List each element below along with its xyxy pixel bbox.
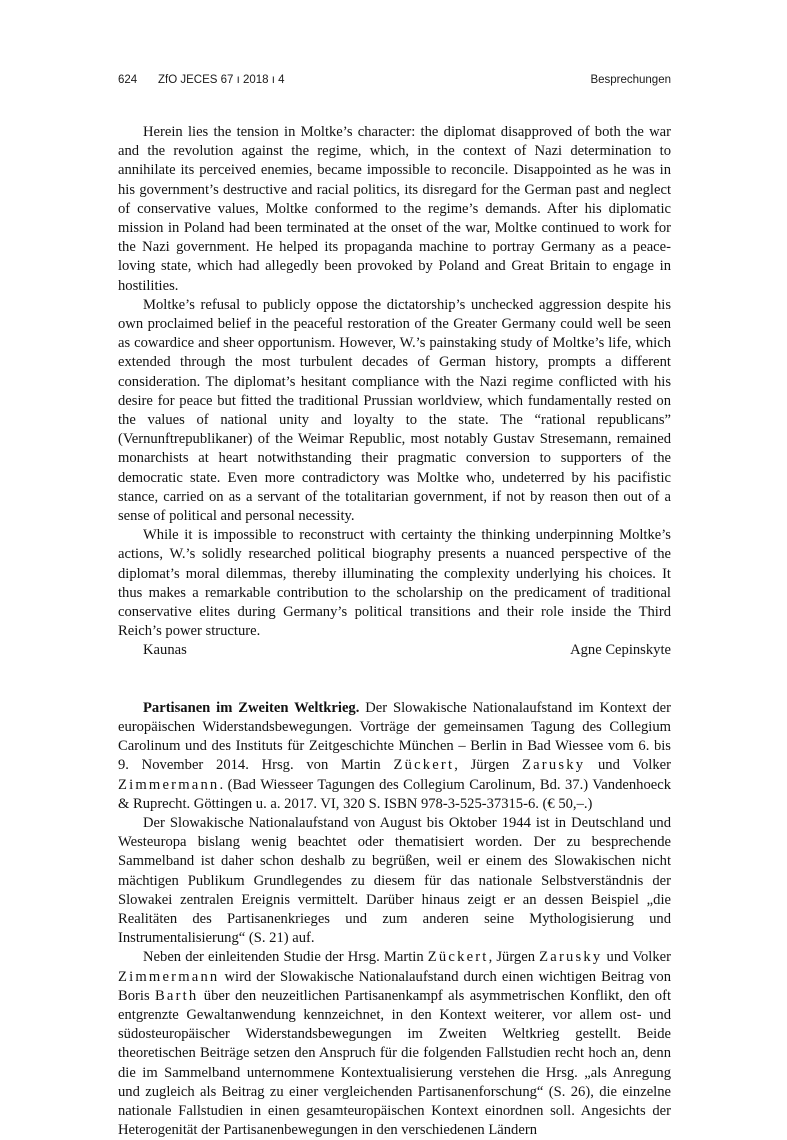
review-citation [118, 699, 671, 814]
citation-text: , Jürgen [454, 757, 523, 774]
author-name: Barth [155, 987, 199, 1004]
reviewer-name: Agne Cepinskyte [570, 642, 671, 659]
review2-paragraph: Der Slowakische Nationalaufstand von August bis Oktober 1944 ist in Deutschland und Westeuropa bislang wenig beachtet oder thematisiert worden. Der zu besprechende Sammelband ist daher schon deshalb zu begrüßen, weil er einem des Slowakischen nicht mächtigen Publikum Grundlegendes zu diesem für das nationale Selbstverständnis der Slowakei zentralen Ereignis vermittelt. Darüber hinaus zeigt er an dessen Beispiel „die Realitäten des Partisanenkrieges und zum anderen seine Mythologisierung und Instrumentalisierung“ (S. 21) auf. [118, 814, 671, 947]
text-run: und Volker [602, 949, 671, 966]
review1-paragraph: While it is impossible to reconstruct with certainty the thinking underpinning Moltke’s actions, W.’s solidly researched political biography presents a nuanced perspective of the diplomat’s moral dilemmas, thereby illuminating the complexity underlying his choices. It thus makes a remarkable contribution to the scholarship on the predicament of traditional conservative elites during Germany’s political transitions and their role inside the Third Reich’s power structure. [118, 527, 671, 640]
text-run: über den neuzeitlichen Partisanenkampf als asymmetrischen Konflikt, den oft entgrenzte Gewaltanwendung kennzeichnet, in den Kontext weiterer, vor allem ost- und südosteuropäischer Widerstandsbewegungen im Zweiten Weltkrieg gestellt. Beide theoretischen Beiträge setzen den Anspruch für die folgenden Fallstudien recht hoch an, denn die im Sammelband unternommene Kontextualisierung verstehen die Hrsg. „als Anregung und zugleich als Beitrag zu einer vergleichenden Partisanenforschung“ (S. 26), die einzelne nationale Fallstudien in einen gesamteuropäischen Kontext einordnen soll. Angesichts der Heterogenität der Partisanenbewegungen in den verschiedenen Ländern [118, 987, 671, 1139]
reviewer-place: Kaunas [143, 642, 187, 659]
citation-text: und Volker [585, 757, 671, 774]
citation-text: Der Slowakische Nationalaufstand im Kontext der europäischen Widerstandsbewegungen. Vorträge der gemeinsamen Tagung des Collegium Carolinum und des Instituts für Zeitgeschichte München – Berlin in Bad Wiessee vom 6. bis 9. November 2014. Hrsg. von Martin [118, 699, 671, 774]
page-number: 624 [118, 74, 138, 86]
text-run: wird der Slowakische Nationalaufstand durch einen wichtigen Beitrag von Boris [118, 968, 671, 1004]
body-text [118, 123, 671, 1140]
citation-text: . (Bad Wiesseer Tagungen des Collegium Carolinum, Bd. 37.) Vandenhoeck & Ruprecht. Göttingen u. a. 2017. VI, 320 S. ISBN 978-3-525-37315-6. (€ 50,–.) [118, 776, 671, 812]
review-signature [118, 641, 671, 660]
author-name: Zückert [427, 949, 489, 966]
text-run: Neben der einleitenden Studie der Hrsg. Martin [143, 949, 428, 966]
journal-title: ZfO JECES 67 ı 2018 ı 4 [158, 74, 285, 86]
text-run: , Jürgen [488, 949, 540, 966]
section-title: Besprechungen [590, 74, 671, 86]
editor-name: Zimmermann [118, 776, 220, 793]
review1-paragraph: Herein lies the tension in Moltke’s character: the diplomat disapproved of both the war and the revolution against the regime, which, in the context of Nazi determination to annihilate its perceived enemies, became impossible to reconcile. Disappointed as he was in his government’s destructive and racial politics, its disregard for the German past and neglect of conservative values, Moltke conformed to the regime’s demands. After his diplomatic mission in Poland had been terminated at the onset of the war, Moltke continued to work for the Nazi government. He helped its propaganda machine to portray Germany as a peace-loving state, which had allegedly been provoked by Poland and Great Britain to engage in hostilities. [118, 124, 671, 294]
editor-name: Zarusky [522, 757, 586, 774]
editor-name: Zückert [393, 757, 455, 774]
author-name: Zarusky [539, 949, 603, 966]
review2-paragraph [118, 948, 671, 1140]
review-title: Partisanen im Zweiten Weltkrieg. [143, 699, 360, 716]
review1-paragraph: Moltke’s refusal to publicly oppose the dictatorship’s unchecked aggression despite his own proclaimed belief in the peaceful restoration of the Greater Germany could well be seen as cowardice and sheer opportunism. However, W.’s painstaking study of Moltke’s life, which extended through the most turbulent decades of German history, prompts a different consideration. The diplomat’s hesitant compliance with the Nazi regime conflicted with his desire for peace but fitted the traditional Prussian worldview, which fundamentally rested on the values of national unity and loyalty to the state. The “rational republicans” (Vernunftrepublikaner) of the Weimar Republic, most notably Gustav Stresemann, remained monarchists at heart notwithstanding their pragmatic conversion to supporters of the democratic state. Even more contradictory was Moltke who, undeterred by his pacifistic stance, carried on as a servant of the totalitarian government, if not by reason then out of a sense of political and personal necessity. [118, 296, 671, 525]
running-head [118, 74, 671, 92]
author-name: Zimmermann [118, 968, 220, 985]
